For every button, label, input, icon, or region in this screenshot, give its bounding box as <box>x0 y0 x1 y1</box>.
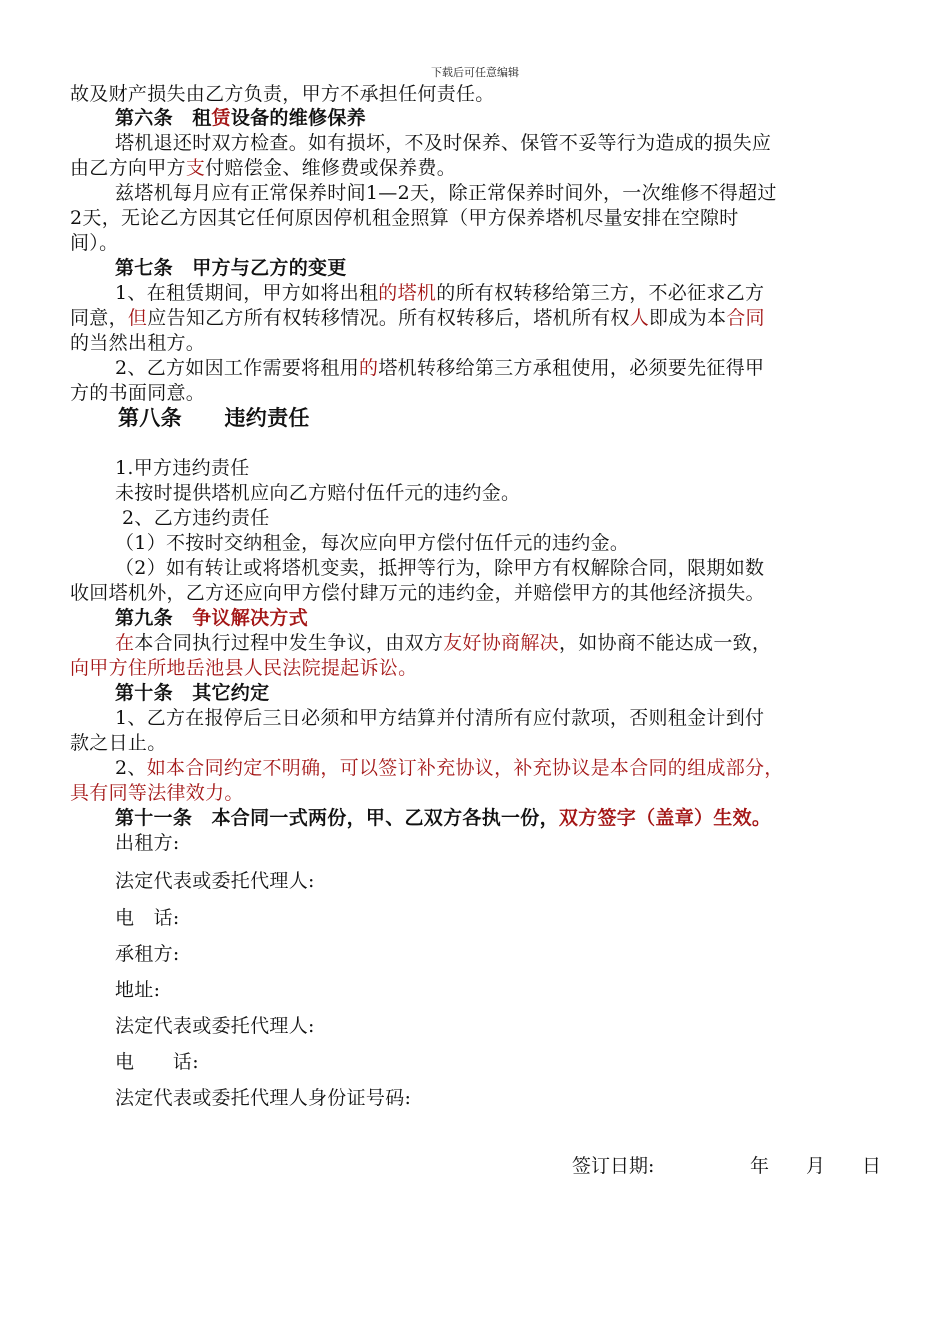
paragraph-line: 未按时提供塔机应向乙方赔付伍仟元的违约金。 <box>115 482 521 504</box>
lessor-label: 出租方: <box>115 832 180 854</box>
paragraph-line: 具有同等法律效力。 <box>70 782 244 804</box>
paragraph-line: 间）。 <box>70 232 119 254</box>
paragraph-line: （2）如有转让或将塔机变卖，抵押等行为，除甲方有权解除合同，限期如数 <box>115 557 765 579</box>
lessor-rep-label: 法定代表或委托代理人: <box>115 870 315 892</box>
paragraph-line: （1）不按时交纳租金，每次应向甲方偿付伍仟元的违约金。 <box>115 532 630 554</box>
paragraph-line: 款之日止。 <box>70 732 167 754</box>
paragraph-line: 2天，无论乙方因其它任何原因停机租金照算（甲方保养塔机尽量安排在空隙时 <box>70 207 739 229</box>
article-7-heading: 第七条 甲方与乙方的变更 <box>115 257 347 279</box>
paragraph-line: 兹塔机每月应有正常保养时间1—2天，除正常保养时间外，一次维修不得超过 <box>115 182 777 204</box>
lessee-label: 承租方: <box>115 943 180 965</box>
paragraph-line: 方的书面同意。 <box>70 382 206 404</box>
paragraph-line: 收回塔机外，乙方还应向甲方偿付肆万元的违约金，并赔偿甲方的其他经济损失。 <box>70 582 765 604</box>
lessee-address-label: 地址: <box>115 979 161 1001</box>
month-label: 月 <box>806 1155 826 1177</box>
lessor-phone-label: 电 话: <box>115 907 180 929</box>
paragraph-line: 1、在租赁期间，甲方如将出租的塔机的所有权转移给第三方，不必征求乙方 <box>115 282 765 304</box>
paragraph-line: 故及财产损失由乙方负责，甲方不承担任何责任。 <box>70 83 495 105</box>
paragraph-line: 由乙方向甲方支付赔偿金、维修费或保养费。 <box>70 157 457 179</box>
paragraph-line: 2、乙方违约责任 <box>122 507 270 529</box>
id-number-label: 法定代表或委托代理人身份证号码: <box>115 1087 412 1109</box>
paragraph-line: 1.甲方违约责任 <box>115 457 250 479</box>
signing-date-label: 签订日期: <box>572 1155 655 1177</box>
article-6-heading: 第六条 租赁设备的维修保养 <box>115 107 366 129</box>
day-label: 日 <box>862 1155 882 1177</box>
paragraph-line: 1、乙方在报停后三日必须和甲方结算并付清所有应付款项，否则租金计到付 <box>115 707 765 729</box>
article-8-heading: 第八条 违约责任 <box>118 406 310 430</box>
paragraph-line: 塔机退还时双方检查。如有损坏，不及时保养、保管不妥等行为造成的损失应 <box>115 132 772 154</box>
signing-date <box>572 1154 881 1178</box>
article-10-heading: 第十条 其它约定 <box>115 682 270 704</box>
lessee-rep-label: 法定代表或委托代理人: <box>115 1015 315 1037</box>
paragraph-line: 的当然出租方。 <box>70 332 206 354</box>
page-header: 下载后可任意编辑 <box>431 66 519 79</box>
article-9-heading: 第九条 争议解决方式 <box>115 607 309 629</box>
paragraph-line: 同意，但应告知乙方所有权转移情况。所有权转移后，塔机所有权人即成为本合同 <box>70 307 765 329</box>
paragraph-line: 2、乙方如因工作需要将租用的塔机转移给第三方承租使用，必须要先征得甲 <box>115 357 765 379</box>
article-11-heading: 第十一条 本合同一式两份，甲、乙双方各执一份，双方签字（盖章）生效。 <box>115 807 772 829</box>
paragraph-line: 在本合同执行过程中发生争议，由双方友好协商解决，如协商不能达成一致， <box>115 632 772 654</box>
year-label: 年 <box>750 1155 770 1177</box>
paragraph-line: 2、如本合同约定不明确，可以签订补充协议，补充协议是本合同的组成部分， <box>115 757 784 779</box>
lessee-phone-label: 电 话: <box>115 1051 199 1073</box>
paragraph-line: 向甲方住所地岳池县人民法院提起诉讼。 <box>70 657 418 679</box>
